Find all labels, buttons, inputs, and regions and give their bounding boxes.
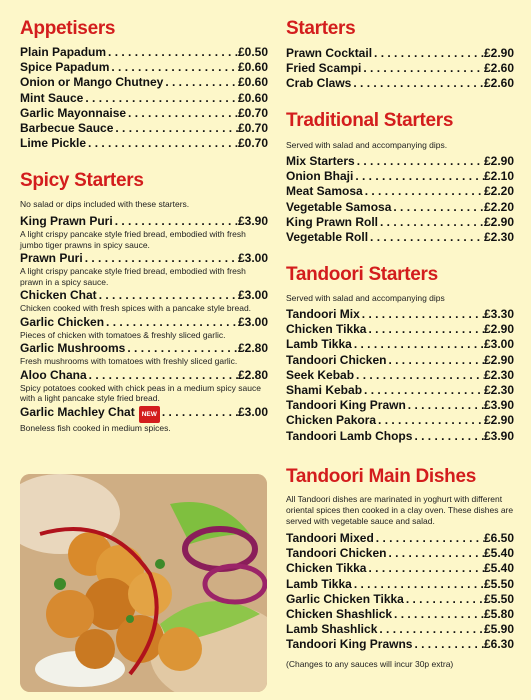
dot-leader — [352, 577, 484, 592]
menu-item-name: Fried Scampi — [286, 61, 362, 76]
menu-item-name: Tandoori Lamb Chops — [286, 428, 413, 443]
new-badge: NEW — [139, 406, 160, 423]
dot-leader — [378, 215, 484, 230]
menu-item-price: £5.50 — [483, 576, 514, 591]
menu-item-name: Tandoori Chicken — [286, 546, 387, 561]
menu-item-name: Crab Claws — [286, 76, 352, 91]
menu-item-description: Chicken cooked with fresh spices with a pancake style bread. — [20, 303, 252, 314]
menu-item-price: £2.30 — [483, 230, 514, 245]
tandoori-main-title: Tandoori Main Dishes — [286, 466, 477, 487]
menu-item-price: £3.00 — [237, 251, 268, 266]
traditional-starters-title: Traditional Starters — [286, 110, 454, 131]
menu-item-price: £0.70 — [237, 136, 268, 151]
menu-item-row — [286, 215, 514, 230]
menu-item-price: £0.50 — [237, 45, 268, 59]
dot-leader — [160, 405, 238, 420]
menu-item-price: £3.00 — [237, 404, 268, 419]
dot-leader — [354, 368, 484, 383]
starters-title: Starters — [286, 18, 356, 39]
dot-leader — [353, 169, 484, 184]
dot-leader — [106, 45, 238, 60]
dot-leader — [83, 91, 238, 106]
menu-item-name: Lamb Shashlick — [286, 622, 378, 637]
menu-item-row — [286, 307, 514, 322]
tandoori-main-section — [286, 466, 514, 669]
dot-leader — [366, 561, 483, 576]
menu-item-price: £5.80 — [483, 607, 514, 622]
menu-item-name: Tandoori King Prawns — [286, 637, 413, 652]
menu-item-row — [20, 45, 268, 60]
menu-item-row — [20, 91, 268, 106]
tandoori-starters-section — [286, 264, 514, 444]
menu-item-price: £5.40 — [483, 546, 514, 561]
menu-item-name: Garlic Mayonnaise — [20, 105, 127, 120]
menu-item-name: Tandoori King Prawn — [286, 398, 406, 413]
dot-leader — [113, 214, 238, 229]
menu-item-name: Onion or Mango Chutney — [20, 75, 164, 90]
menu-item-price: £2.90 — [483, 413, 514, 428]
menu-item-price: £2.90 — [483, 154, 514, 168]
menu-item-name: Prawn Cocktail — [286, 46, 373, 60]
dot-leader — [376, 413, 484, 428]
menu-item-row — [20, 121, 268, 136]
menu-item-name: Vegetable Roll — [286, 230, 369, 245]
sauce-change-footnote: (Changes to any sauces will incur 30p extra) — [286, 658, 454, 669]
appetisers-title: Appetisers — [20, 18, 116, 39]
dot-leader — [104, 315, 238, 330]
menu-item-row — [286, 607, 514, 622]
menu-item-price: £2.90 — [483, 46, 514, 60]
menu-item-name: Tandoori Mix — [286, 307, 360, 321]
menu-item-price: £5.50 — [483, 591, 514, 606]
tandoori-main-subtitle: All Tandoori dishes are marinated in yoghurt with different oriental spices then cooked in a clay oven. These dishes are served with vegetable sauce and salad. — [286, 494, 514, 526]
menu-item-price: £3.90 — [237, 214, 268, 228]
menu-item-price: £6.30 — [483, 637, 514, 652]
menu-item-price: £0.60 — [237, 60, 268, 75]
menu-item-name: Chicken Tikka — [286, 322, 367, 337]
dot-leader — [360, 307, 484, 322]
dot-leader — [109, 60, 238, 75]
menu-item-row — [286, 577, 514, 592]
menu-item-name: Plain Papadum — [20, 45, 107, 59]
dot-leader — [87, 368, 238, 383]
menu-item-row — [20, 341, 268, 356]
menu-item-price: £6.50 — [483, 531, 514, 545]
menu-item-price: £3.90 — [483, 428, 514, 443]
menu-item-description: Fresh mushrooms with tomatoes with freshly sliced garlic. — [20, 356, 238, 367]
dot-leader — [355, 154, 484, 169]
menu-item-row — [286, 46, 514, 61]
food-illustration — [20, 474, 267, 692]
menu-item-price: £0.70 — [237, 105, 268, 120]
dot-leader — [125, 341, 238, 356]
menu-item-price: £2.80 — [237, 341, 268, 356]
menu-item-price: £2.80 — [237, 367, 268, 382]
dot-leader — [392, 607, 484, 622]
dot-leader — [351, 76, 484, 91]
dot-leader — [404, 592, 484, 607]
dot-leader — [126, 106, 238, 121]
menu-item-row — [20, 405, 268, 423]
menu-item-row — [286, 429, 514, 444]
menu-item-price: £0.60 — [237, 75, 268, 90]
menu-item-name: Chicken Chat — [20, 288, 97, 303]
menu-item-price: £3.00 — [237, 288, 268, 303]
menu-item-row — [286, 200, 514, 215]
menu-item-row — [20, 288, 268, 303]
menu-item-name: Meat Samosa — [286, 184, 363, 199]
menu-item-name: Lime Pickle — [20, 136, 87, 151]
menu-item-name: Prawn Puri — [20, 251, 83, 266]
menu-item-name: Barbecue Sauce — [20, 121, 114, 136]
starters-section — [286, 18, 514, 92]
dot-leader — [377, 622, 484, 637]
menu-item-row — [286, 322, 514, 337]
dot-leader — [412, 429, 484, 444]
dot-leader — [97, 288, 238, 303]
menu-item-row — [286, 76, 514, 91]
menu-item-row — [286, 561, 514, 576]
menu-item-price: £3.00 — [483, 337, 514, 352]
menu-item-row — [20, 368, 268, 383]
dot-leader — [163, 75, 238, 90]
dot-leader — [386, 353, 484, 368]
menu-item-name: Garlic Machley Chat — [20, 404, 135, 419]
spicy-starters-subtitle: No salad or dips included with these starters. — [20, 199, 190, 209]
traditional-starters-list — [286, 154, 514, 245]
dot-leader — [352, 337, 484, 352]
dot-leader — [363, 184, 484, 199]
menu-item-name: Garlic Chicken Tikka — [286, 591, 404, 606]
menu-item-price: £3.90 — [483, 398, 514, 413]
menu-item-price: £2.90 — [483, 214, 514, 229]
spicy-starters-title: Spicy Starters — [20, 170, 144, 191]
chicken-tikka-photo — [20, 474, 267, 692]
menu-item-name: Lamb Tikka — [286, 576, 352, 591]
menu-item-description: A light crispy pancake style fried bread, embodied with fresh prawn in a spicy sauce. — [20, 266, 246, 287]
menu-item-name: Seek Kebab — [286, 367, 355, 382]
menu-item-name: Mix Starters — [286, 154, 355, 168]
menu-item-name: Mint Sauce — [20, 90, 84, 105]
spicy-starters-list — [20, 214, 268, 433]
menu-item-name: Tandoori Chicken — [286, 352, 387, 367]
menu-item-name: Garlic Mushrooms — [20, 341, 126, 356]
menu-item-name: Chicken Tikka — [286, 561, 367, 576]
menu-item-price: £2.20 — [483, 184, 514, 199]
dot-leader — [412, 637, 484, 652]
menu-item-row — [286, 230, 514, 245]
menu-item-row — [20, 136, 268, 151]
menu-item-price: £0.70 — [237, 121, 268, 136]
menu-item-row — [286, 622, 514, 637]
appetisers-section — [20, 18, 268, 151]
menu-item-row — [286, 368, 514, 383]
menu-item-row — [20, 214, 268, 229]
dot-leader — [83, 251, 238, 266]
dot-leader — [362, 383, 484, 398]
dot-leader — [113, 121, 238, 136]
menu-item-row — [20, 251, 268, 266]
tandoori-main-list — [286, 531, 514, 653]
menu-item-row — [286, 637, 514, 652]
menu-item-price: £5.40 — [483, 561, 514, 576]
menu-item-name: King Prawn Roll — [286, 214, 379, 229]
menu-item-price: £2.30 — [483, 383, 514, 398]
menu-item-description: Boneless fish cooked in medium spices. — [20, 423, 171, 434]
menu-item-description: A light crispy pancake style fried bread, embodied with fresh jumbo tiger prawns in spicy sauce. — [20, 229, 246, 250]
menu-item-row — [286, 353, 514, 368]
appetisers-list — [20, 45, 268, 151]
menu-item-price: £3.30 — [483, 307, 514, 321]
menu-item-price: £2.10 — [483, 169, 514, 184]
menu-item-row — [286, 383, 514, 398]
menu-item-name: Lamb Tikka — [286, 337, 352, 352]
menu-item-row — [286, 337, 514, 352]
dot-leader — [366, 322, 483, 337]
tandoori-starters-title: Tandoori Starters — [286, 264, 438, 285]
dot-leader — [368, 230, 484, 245]
menu-item-description: Pieces of chicken with tomatoes & freshly sliced garlic. — [20, 329, 226, 340]
menu-item-row — [20, 315, 268, 330]
traditional-starters-subtitle: Served with salad and accompanying dips. — [286, 140, 448, 150]
dot-leader — [86, 136, 238, 151]
menu-item-name: Chicken Shashlick — [286, 607, 393, 622]
dot-leader — [406, 398, 484, 413]
menu-item-name: Onion Bhaji — [286, 169, 354, 184]
menu-item-row — [286, 531, 514, 546]
menu-item-price: £2.20 — [483, 199, 514, 214]
menu-item-row — [20, 106, 268, 121]
menu-item-price: £0.60 — [237, 90, 268, 105]
menu-item-row — [286, 546, 514, 561]
menu-item-row — [286, 592, 514, 607]
tandoori-starters-subtitle: Served with salad and accompanying dips — [286, 293, 445, 303]
menu-item-row — [286, 169, 514, 184]
menu-item-price: £5.90 — [483, 622, 514, 637]
menu-item-name: Vegetable Samosa — [286, 199, 392, 214]
menu-item-description: Spicy potatoes cooked with chick peas in a medium spicy sauce with a light pancake style fried bread. — [20, 383, 261, 404]
menu-item-name: Spice Papadum — [20, 60, 110, 75]
menu-item-price: £2.90 — [483, 322, 514, 337]
menu-item-price: £3.00 — [237, 314, 268, 329]
menu-item-name: Garlic Chicken — [20, 314, 105, 329]
menu-item-price: £2.30 — [483, 367, 514, 382]
menu-item-name: King Prawn Puri — [20, 214, 113, 228]
menu-item-name: Chicken Pakora — [286, 413, 377, 428]
menu-item-row — [286, 413, 514, 428]
menu-item-row — [286, 61, 514, 76]
menu-item-name: Aloo Chana — [20, 367, 87, 382]
starters-list — [286, 46, 514, 92]
menu-item-name: Shami Kebab — [286, 383, 363, 398]
menu-item-price: £2.60 — [483, 61, 514, 76]
dot-leader — [361, 61, 484, 76]
traditional-starters-section — [286, 110, 514, 245]
tandoori-starters-list — [286, 307, 514, 444]
menu-item-row — [286, 184, 514, 199]
dot-leader — [386, 546, 484, 561]
menu-item-row — [20, 75, 268, 90]
menu-item-row — [286, 398, 514, 413]
dot-leader — [374, 531, 484, 546]
dot-leader — [372, 46, 484, 61]
menu-item-row — [286, 154, 514, 169]
menu-item-price: £2.90 — [483, 352, 514, 367]
menu-item-name: Tandoori Mixed — [286, 531, 374, 545]
spicy-starters-section — [20, 170, 268, 434]
dot-leader — [391, 200, 484, 215]
menu-item-price: £2.60 — [483, 76, 514, 91]
menu-item-row — [20, 60, 268, 75]
